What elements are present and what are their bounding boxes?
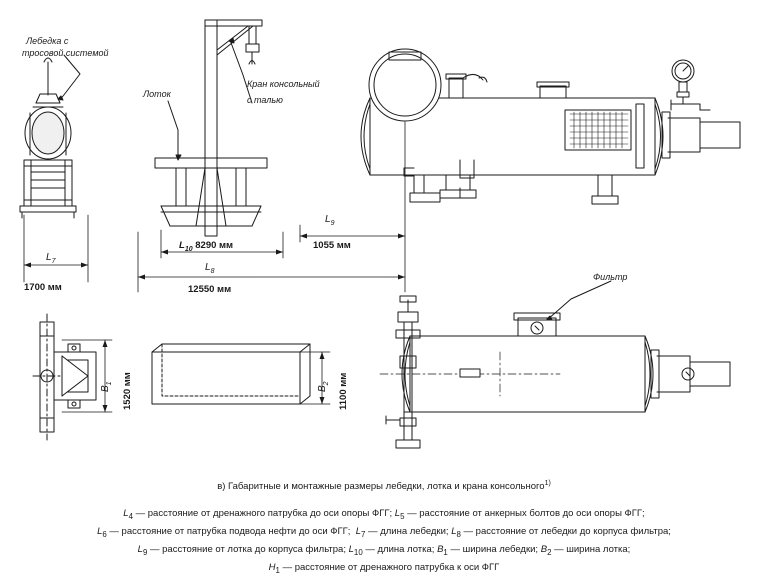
- figure-caption-footnote: 1): [544, 480, 551, 487]
- legend-line-2: $L_6$ — расстояние от патрубка подвода нефти до оси ФГГ; $L_7$ — длина лебедки; $L_8$ — расстояние от лебедки до корпуса фильтра;: [97, 525, 671, 539]
- dim-B2-value: 1100 мм: [338, 372, 349, 410]
- dim-L9-symbol: $L_9$: [325, 214, 335, 227]
- callout-filter: Фильтр: [593, 272, 628, 282]
- callout-winch-line1: Лебедка с: [26, 36, 69, 46]
- dim-B2-symbol: $B_2$: [317, 381, 330, 392]
- figure-legend: [0, 506, 768, 578]
- legend-line-3: $L_9$ — расстояние от лотка до корпуса фильтра; $L_{10}$ — длина лотка; $B_1$ — ширина лебедки; $B_2$ — ширина лотка;: [137, 543, 631, 557]
- callout-tray: Лоток: [143, 89, 171, 99]
- dim-L7-symbol: $L_7$: [46, 252, 56, 265]
- tray-and-crane-view: [155, 20, 267, 236]
- dim-L8-symbol: $L_8$: [205, 262, 215, 275]
- callout-crane-line2: с талью: [247, 95, 283, 105]
- tray-plan-view: [152, 344, 330, 404]
- figure-caption-text: в) Габаритные и монтажные размеры лебедки, лотка и крана консольного: [217, 481, 545, 493]
- winch-front-view: [20, 58, 76, 218]
- dim-L8-value: 12550 мм: [188, 284, 232, 295]
- callout-winch-line2: тросовой системой: [22, 48, 109, 58]
- figure-caption: [0, 480, 768, 492]
- filter-vessel-bottom-view: [380, 296, 730, 448]
- dim-L9-value: 1055 мм: [313, 240, 351, 251]
- legend-line-4: $H_1$ — расстояние от дренажного патрубка к оси ФГГ: [268, 561, 500, 575]
- legend-line-1: $L_4$ — расстояние от дренажного патрубка до оси опоры ФГГ; $L_5$ — расстояние от анкерных болтов до оси опоры ФГГ;: [123, 508, 645, 521]
- filter-vessel-top-view: [361, 49, 740, 204]
- dim-L10: $L_{10}$ 8290 мм: [179, 240, 234, 253]
- dim-B1-symbol: $B_1$: [100, 381, 113, 392]
- callout-crane-line1: Кран консольный: [247, 79, 320, 89]
- dim-B1-value: 1520 мм: [122, 372, 133, 410]
- dim-L7-value: 1700 мм: [24, 282, 62, 293]
- winch-plan-view: [33, 314, 112, 440]
